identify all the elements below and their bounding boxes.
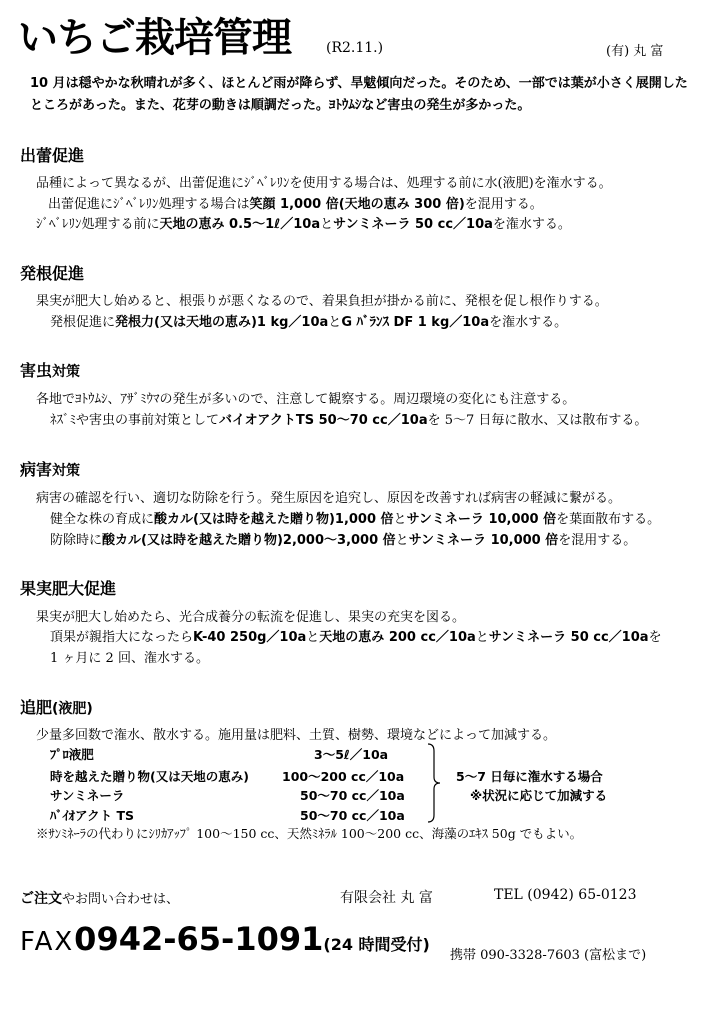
fertilizer-amount: 100～200 cc／10a — [282, 769, 405, 784]
fertilizer-amount: 50～70 cc／10a — [300, 808, 405, 823]
fertilizer-amount: 3～5ℓ／10a — [314, 747, 389, 762]
s1-paragraph-2: 出蕾促進にｼﾞﾍﾞﾚﾘﾝ処理する場合は笑顔 1,000 倍(天地の恵み 300 倍)を混用する。 — [48, 197, 543, 212]
intro-line-1: 10 月は穏やかな秋晴れが多く、ほとんど雨が降らず、旱魃傾向だった。そのため、一部では葉が小さく展開した — [30, 76, 688, 91]
fertilizer-name: ﾌﾟﾛ液肥 — [50, 747, 94, 762]
page-title: いちご栽培管理 — [18, 15, 291, 61]
fertilizer-name: ﾊﾞｲｵアクト TS — [50, 808, 135, 823]
s2-paragraph-2: 発根促進に発根力(又は天地の恵み)1 kg／10aとG ﾊﾞﾗﾝｽ DF 1 kg／10aを潅水する。 — [50, 315, 568, 330]
s1-paragraph-1: 品種によって異なるが、出蕾促進にｼﾞﾍﾞﾚﾘﾝを使用する場合は、処理する前に水(液肥)を潅水する。 — [36, 176, 612, 191]
company-name: (有) 丸 富 — [606, 44, 664, 59]
mobile-number: 携帯 090-3328-7603 (富松まで) — [450, 948, 647, 963]
section-heading-pest: 害虫対策 — [20, 361, 81, 380]
section-heading-fruit-enlargement: 果実肥大促進 — [20, 579, 117, 598]
fax-line: FAX0942-65-1091(24 時間受付) — [20, 920, 430, 958]
issue-date: (R2.11.) — [326, 40, 384, 56]
footer-company: 有限会社 丸 富 — [340, 890, 433, 906]
s4-paragraph-2: 健全な株の育成に酸カル(又は時を越えた贈り物)1,000 倍とサンミネーラ 10,000 倍を葉面散布する。 — [50, 512, 661, 527]
s4-paragraph-3: 防除時に酸カル(又は時を越えた贈り物)2,000～3,000 倍とサンミネーラ 10,000 倍を混用する。 — [50, 533, 637, 548]
section-heading-topdressing: 追肥(液肥) — [20, 698, 93, 717]
s5-paragraph-3: 1 ヶ月に 2 回、潅水する。 — [50, 651, 209, 666]
s3-paragraph-1: 各地でﾖﾄｳﾑｼ、ｱｻﾞﾐｳﾏの発生が多いので、注意して観察する。周辺環境の変化にも注意する。 — [36, 392, 576, 407]
fertilizer-name: 時を越えた贈り物(又は天地の恵み) — [50, 769, 249, 784]
s1-paragraph-3: ｼﾞﾍﾞﾚﾘﾝ処理する前に天地の恵み 0.5～1ℓ／10aとサンミネーラ 50 cc／10aを潅水する。 — [36, 217, 571, 232]
s5-paragraph-1: 果実が肥大し始めたら、光合成養分の転流を促進し、果実の充実を図る。 — [36, 610, 466, 625]
fertilizer-name: サンミネーラ — [50, 788, 125, 803]
s2-paragraph-1: 果実が肥大し始めると、根張りが悪くなるので、着果負担が掛かる前に、発根を促し根作りする。 — [36, 294, 608, 309]
section-heading-disease: 病害対策 — [20, 460, 81, 479]
s3-paragraph-2: ﾈｽﾞﾐや害虫の事前対策としてバイオアクトTS 50～70 cc／10aを 5～7 日毎に散水、又は散布する。 — [50, 413, 648, 428]
s6-paragraph-1: 少量多回数で潅水、散水する。施用量は肥料、土質、樹勢、環境などによって加減する。 — [36, 728, 557, 743]
curly-brace-icon — [426, 743, 442, 823]
section-heading-rooting: 発根促進 — [20, 264, 85, 283]
phone-number: TEL (0942) 65-0123 — [494, 887, 637, 903]
dosing-note: 5～7 日毎に潅水する場合 — [456, 769, 603, 784]
order-inquiry: ご注文やお問い合わせは、 — [20, 891, 180, 907]
section-heading-flower-bud: 出蕾促進 — [20, 146, 85, 165]
adjust-note: ※状況に応じて加減する — [470, 788, 608, 803]
fertilizer-amount: 50～70 cc／10a — [300, 788, 405, 803]
intro-line-2: ところがあった。また、花芽の動きは順調だった。ﾖﾄｳﾑｼなど害虫の発生が多かった。 — [30, 98, 531, 113]
s4-paragraph-1: 病害の確認を行い、適切な防除を行う。発生原因を追究し、原因を改善すれば病害の軽減に繋がる。 — [36, 491, 622, 506]
s6-footnote: ※ｻﾝﾐﾈｰﾗの代わりにｼﾘｶｱｯﾌﾟ 100～150 cc、天然ﾐﾈﾗﾙ 100～200 cc、海藻のｴｷｽ 50g でもよい。 — [36, 826, 583, 841]
s5-paragraph-2: 頂果が親指大になったらK-40 250g／10aと天地の恵み 200 cc／10aとサンミネーラ 50 cc／10aを — [50, 630, 662, 645]
